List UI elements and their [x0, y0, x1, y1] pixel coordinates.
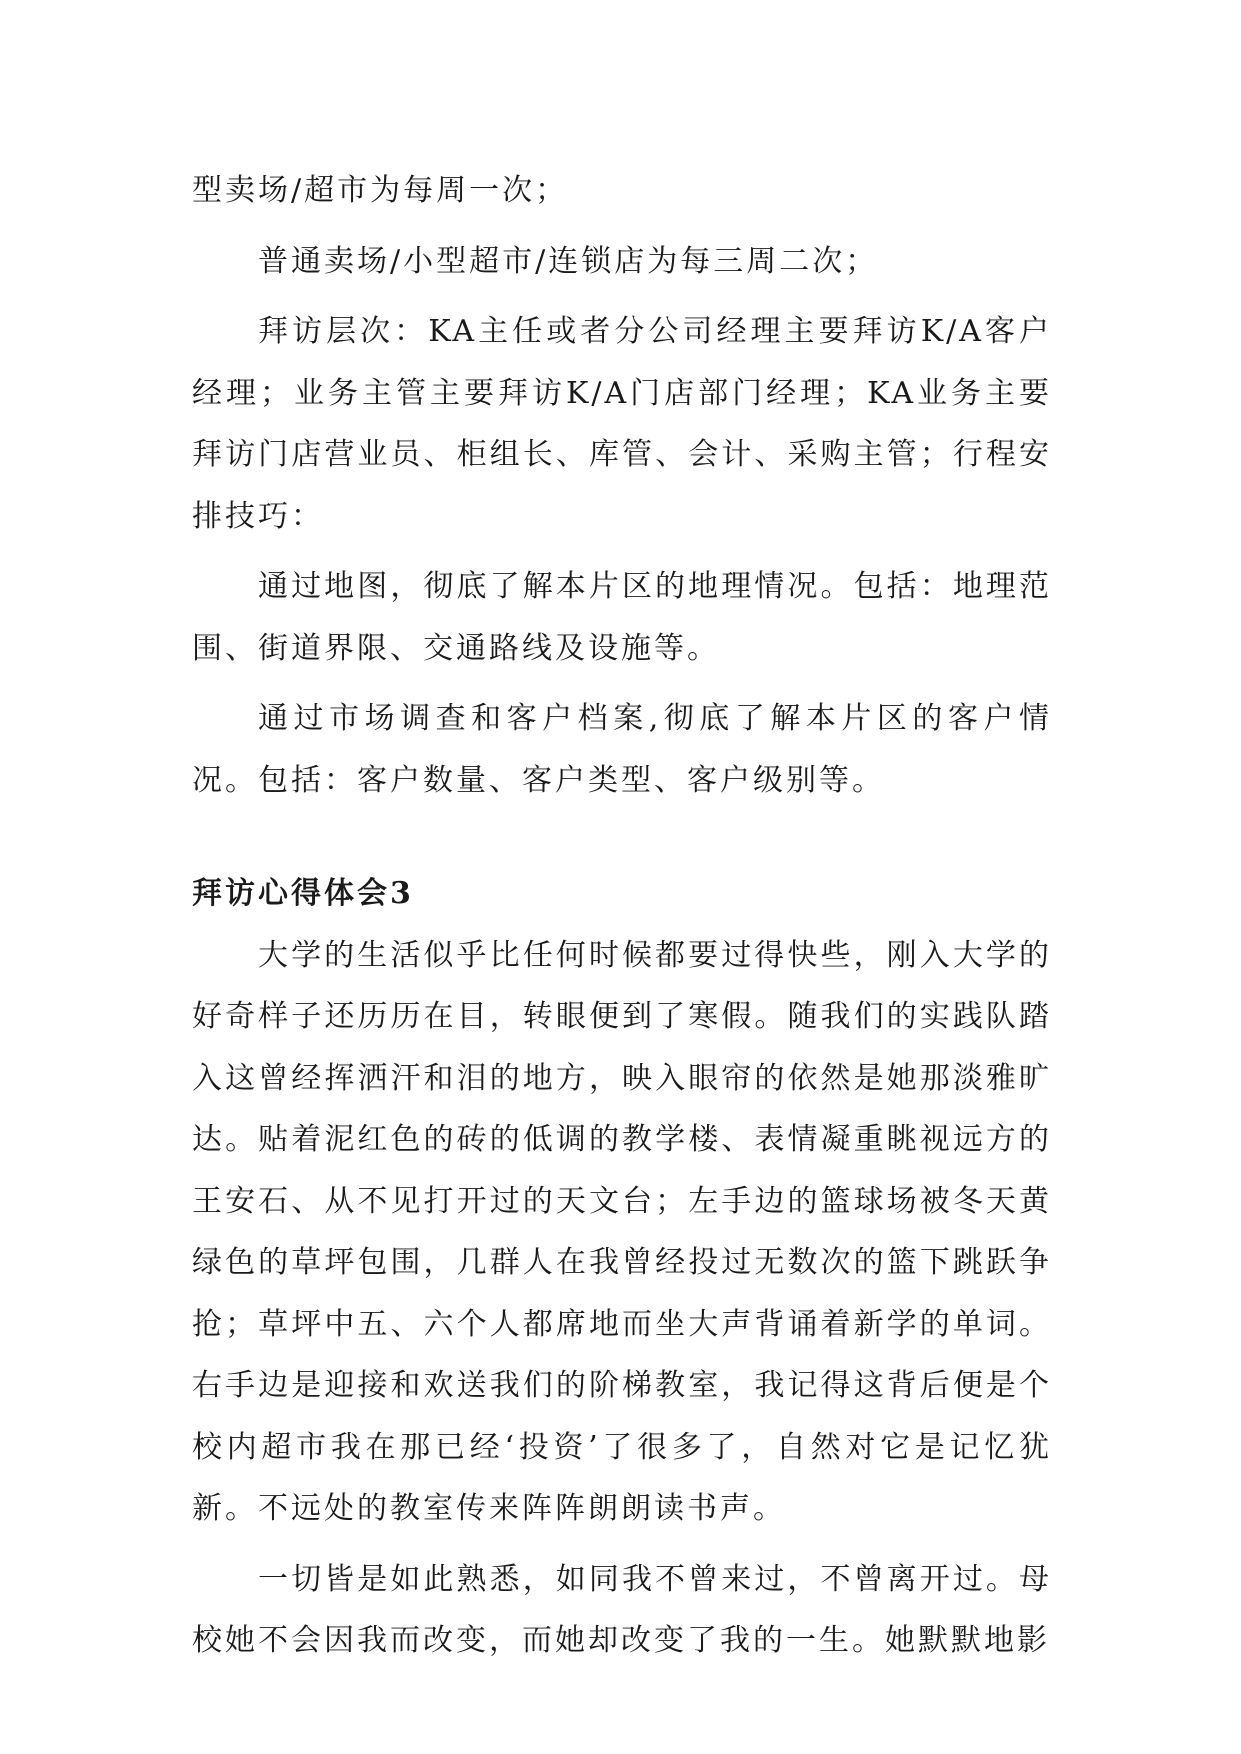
- document-body: [192, 160, 1052, 1681]
- paragraph-market-survey: 通过市场调查和客户档案,彻底了解本片区的客户情况。包括：客户数量、客户类型、客户级别等。: [192, 701, 1052, 798]
- paragraph-familiarity: 一切皆是如此熟悉，如同我不曾来过，不曾离开过。母校她不会因我而改变，而她却改变了我的一生。她默默地影: [192, 1561, 1052, 1658]
- paragraph-visit-frequency: 普通卖场/小型超市/连锁店为每三周二次；: [258, 243, 879, 279]
- paragraph-campus-memory: 大学的生活似乎比任何时候都要过得快些，刚入大学的好奇样子还历历在目，转眼便到了寒假。随我们的实践队踏入这曾经挥洒汗和泪的地方，映入眼帘的依然是她那淡雅旷达。贴着泥红色的砖的低调的教学楼、表情凝重眺视远方的王安石、从不见打开过的天文台；左手边的篮球场被冬天黄绿色的草坪包围，几群人在我曾经投过无数次的篮下跳跃争抢；草坪中五、六个人都席地而坐大声背诵着新学的单词。右手边是迎接和欢送我们的阶梯教室，我记得这背后便是个校内超市我在那已经‘投资’了很多了，自然对它是记忆犹新。不远处的教室传来阵阵朗朗读书声。: [192, 937, 1052, 1526]
- paragraph-map-survey: 通过地图，彻底了解本片区的地理情况。包括：地理范围、街道界限、交通路线及设施等。: [192, 569, 1052, 666]
- paragraph-visit-levels: 拜访层次：KA主任或者分公司经理主要拜访K/A客户经理；业务主管主要拜访K/A门店部门经理；KA业务主要拜访门店营业员、柜组长、库管、会计、采购主管；行程安排技巧：: [192, 314, 1052, 534]
- section-heading: 拜访心得体会3: [192, 876, 414, 911]
- paragraph-continued: 型卖场/超市为每周一次；: [192, 173, 569, 208]
